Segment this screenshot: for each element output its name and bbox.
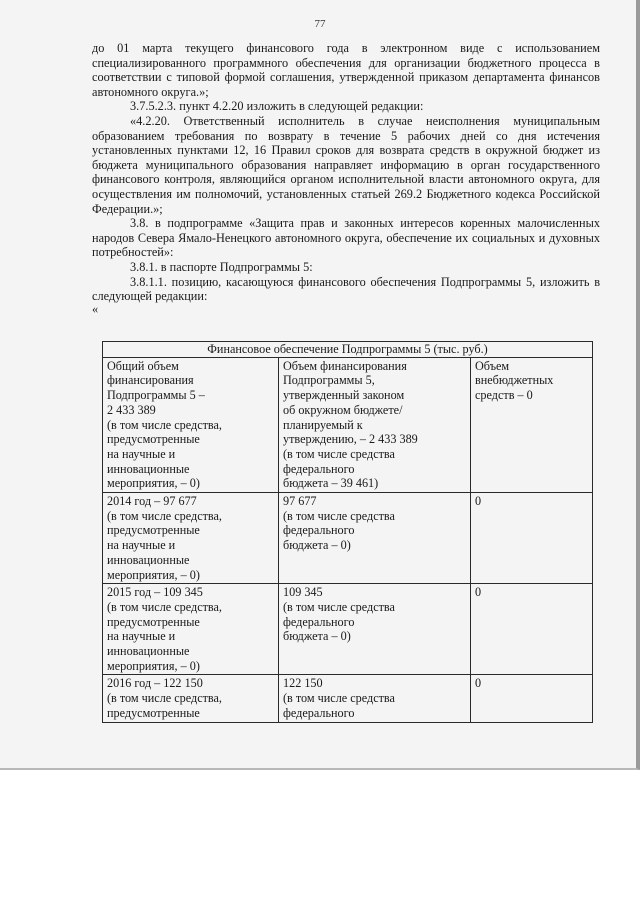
cell-text-line: предусмотренные [107, 705, 200, 720]
table-cell [279, 357, 471, 492]
cell-text-line: мероприятия, – 0) [107, 567, 200, 582]
cell-text-line: средств – 0 [475, 388, 533, 403]
table-cell [103, 357, 279, 492]
cell-text-line: федерального [283, 523, 355, 538]
table-cell [103, 584, 279, 675]
table-cell [103, 675, 279, 722]
cell-text-line: об окружном бюджете/ [283, 402, 403, 417]
table-cell [471, 584, 593, 675]
cell-text-line: бюджета – 0) [283, 538, 351, 553]
cell-text-line: федерального [283, 614, 355, 629]
cell-text-line: федерального [283, 461, 355, 476]
cell-text-line: 0 [475, 585, 482, 600]
cell-text-line: предусмотренные [107, 523, 200, 538]
cell-text-line: 122 150 [283, 676, 323, 691]
cell-text-line: предусмотренные [107, 614, 200, 629]
table-cell [279, 675, 471, 722]
cell-text-line: федерального [283, 705, 355, 720]
cell-text-line: планируемый к [283, 417, 363, 432]
cell-text-line: финансирования [107, 373, 194, 388]
open-quote: « [92, 301, 99, 316]
cell-text-line: предусмотренные [107, 432, 200, 447]
paragraph: «4.2.20. Ответственный исполнитель в случае неисполнения муниципальным образованием требования по возврату в течение 5 рабочих дней со дня истечения установленных пунктами 12, 16 Правил сроков для возврата средств в окружной бюджет из бюджета муниципального образования направляет информацию в орган государственного финансового контроля, являющийся органом исполнительной власти автономного округа, для осуществления им полномочий, установленных статьей 269.2 Бюджетного кодекса Российской Федерации.»; [92, 113, 600, 216]
financing-table [102, 341, 593, 723]
table-caption: Финансовое обеспечение Подпрограммы 5 (тыс. руб.) [103, 342, 593, 358]
table-cell [279, 584, 471, 675]
table-cell [471, 357, 593, 492]
cell-text-line: Подпрограммы 5 – [107, 388, 205, 403]
cell-text-line: на научные и [107, 538, 176, 553]
cell-text-line: бюджета – 0) [283, 629, 351, 644]
cell-text-line: 109 345 [283, 585, 323, 600]
cell-text-line: 0 [475, 676, 482, 691]
body-text [92, 41, 600, 314]
cell-text-line: 2016 год – 122 150 [107, 676, 203, 691]
cell-text-line: внебюджетных [475, 373, 554, 388]
cell-text-line: 97 677 [283, 494, 317, 509]
cell-text-line: Подпрограммы 5, [283, 373, 375, 388]
table-row [103, 584, 593, 675]
cell-text-line: инновационные [107, 461, 190, 476]
cell-text-line: мероприятия, – 0) [107, 658, 200, 673]
cell-text-line: на научные и [107, 446, 176, 461]
cell-text-line: утверждению, – 2 433 389 [283, 432, 418, 447]
paragraph: до 01 марта текущего финансового года в электронном виде с использованием специализированного программного обеспечения для организации бюджетного процесса в соответствии с типовой формой соглашения, утвержденной приказом департамента финансов автономного округа.»; [92, 41, 600, 99]
table-cell [279, 493, 471, 584]
table-cell [471, 493, 593, 584]
cell-text-line: утвержденный законом [283, 388, 405, 403]
table-row [103, 493, 593, 584]
table-cell [471, 675, 593, 722]
cell-text-line: (в том числе средства [283, 691, 395, 706]
cell-text-line: 2014 год – 97 677 [107, 494, 197, 509]
paragraph: 3.7.5.2.3. пункт 4.2.20 изложить в следующей редакции: [130, 99, 424, 114]
paragraph: 3.8. в подпрограмме «Защита прав и законных интересов коренных малочисленных народов Севера Ямало-Ненецкого автономного округа, обеспечение их социальных и духовных потребностей»: [92, 216, 600, 260]
cell-text-line: (в том числе средства, [107, 599, 222, 614]
cell-text-line: (в том числе средства [283, 599, 395, 614]
cell-text-line: 2 433 389 [107, 402, 156, 417]
cell-text-line: (в том числе средства, [107, 417, 222, 432]
table-row [103, 357, 593, 492]
table-row [103, 675, 593, 722]
cell-text-line: (в том числе средства [283, 446, 395, 461]
cell-text-line: (в том числе средства [283, 508, 395, 523]
cell-text-line: (в том числе средства, [107, 508, 222, 523]
cell-text-line: (в том числе средства, [107, 691, 222, 706]
cell-text-line: 2015 год – 109 345 [107, 585, 203, 600]
cell-text-line: на научные и [107, 629, 176, 644]
paragraph: 3.8.1.1. позицию, касающуюся финансового обеспечения Подпрограммы 5, изложить в следующей редакции: [92, 274, 600, 304]
table-cell [103, 493, 279, 584]
cell-text-line: инновационные [107, 552, 190, 567]
cell-text-line: 0 [475, 494, 482, 509]
paragraph: 3.8.1. в паспорте Подпрограммы 5: [130, 259, 313, 274]
cell-text-line: инновационные [107, 644, 190, 659]
cell-text-line: Общий объем [107, 358, 179, 373]
cell-text-line: Объем [475, 358, 510, 373]
cell-text-line: Объем финансирования [283, 358, 407, 373]
cell-text-line: мероприятия, – 0) [107, 476, 200, 491]
cell-text-line: бюджета – 39 461) [283, 476, 379, 491]
page-number: 77 [314, 18, 326, 30]
